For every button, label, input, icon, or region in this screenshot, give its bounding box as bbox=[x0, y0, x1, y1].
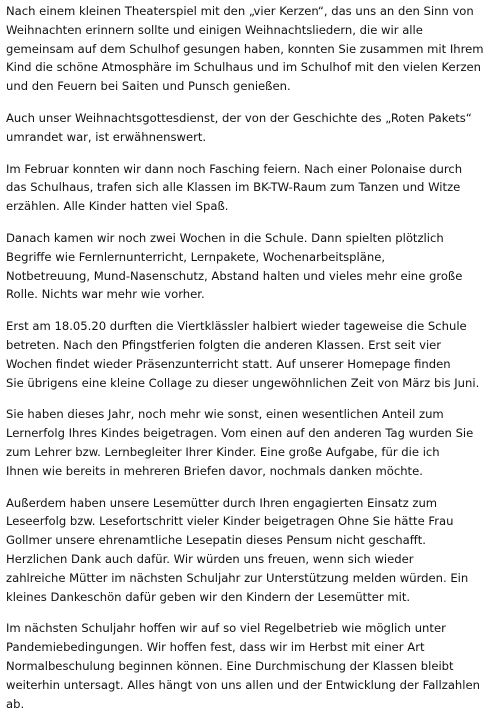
text-line: erzählen. Alle Kinder hatten viel Spaß. bbox=[6, 199, 229, 214]
paragraph-christmas-service bbox=[6, 109, 493, 147]
text-line: Pandemiebedingungen. Wir hoffen fest, dass wir im Herbst mit einer Art bbox=[6, 640, 425, 655]
paragraph-next-school-year bbox=[6, 619, 493, 713]
text-line: ab. bbox=[6, 696, 25, 711]
text-line: gemeinsam auf dem Schulhof gesungen haben, konnten Sie zusammen mit Ihrem bbox=[6, 41, 484, 56]
text-line: das Schulhaus, trafen sich alle Klassen im BK-TW-Raum zum Tanzen und Witze bbox=[6, 180, 461, 195]
text-line: Herzlichen Dank auch dafür. Wir würden uns freuen, wenn sich wieder bbox=[6, 551, 414, 566]
text-line: Im Februar konnten wir dann noch Fasching feiern. Nach einer Polonaise durch bbox=[6, 161, 463, 176]
text-line: Weihnachten erinnern sollte und einigen Weihnachtsliedern, die wir alle bbox=[6, 22, 423, 37]
text-line: Begriffe wie Fernlernunterricht, Lernpakete, Wochenarbeitspläne, bbox=[6, 249, 386, 264]
text-line: zahlreiche Mütter im nächsten Schuljahr zur Unterstützung melden würden. Ein bbox=[6, 570, 469, 585]
text-line: Im nächsten Schuljahr hoffen wir auf so viel Regelbetrieb wie möglich unter bbox=[6, 621, 446, 636]
text-line: weiterhin untersagt. Alles hängt von uns allen und der Entwicklung der Fallzahlen bbox=[6, 677, 480, 692]
text-line: Ihnen wie bereits in mehreren Briefen davor, nochmals danken möchte. bbox=[6, 463, 423, 478]
paragraph-parents-thanks bbox=[6, 405, 493, 480]
text-line: Rolle. Nichts war mehr wie vorher. bbox=[6, 287, 205, 302]
text-line: Wochen findet wieder Präsenzunterricht statt. Auf unserer Homepage finden bbox=[6, 356, 451, 371]
text-line: Danach kamen wir noch zwei Wochen in die Schule. Dann spielten plötzlich bbox=[6, 230, 444, 245]
text-line: Lernerfolg Ihres Kindes beigetragen. Vom einen auf den anderen Tag wurden Sie bbox=[6, 426, 474, 441]
text-line: Sie übrigens eine kleine Collage zu dieser ungewöhnlichen Zeit von März bis Juni. bbox=[6, 375, 480, 390]
text-line: Erst am 18.05.20 durften die Viertklässler halbiert wieder tageweise die Schule bbox=[6, 319, 467, 334]
paragraph-christmas-theater bbox=[6, 2, 493, 96]
paragraph-remote-learning bbox=[6, 229, 493, 304]
text-line: kleines Dankeschön dafür geben wir den Kindern der Lesemütter mit. bbox=[6, 589, 411, 604]
text-line: Notbetreuung, Mund-Nasenschutz, Abstand halten und vieles mehr eine große bbox=[6, 268, 463, 283]
text-line: zum Lehrer bzw. Lernbegleiter Ihrer Kinder. Eine große Aufgabe, für die ich bbox=[6, 444, 440, 459]
text-line: Kind die schöne Atmosphäre im Schulhaus und im Schulhof mit den vielen Kerzen bbox=[6, 60, 482, 75]
text-line: Auch unser Weihnachtsgottesdienst, der von der Geschichte des „Roten Pakets“ bbox=[6, 110, 472, 125]
text-line: und den Feuern bei Saiten und Punsch genießen. bbox=[6, 79, 291, 94]
text-line: Nach einem kleinen Theaterspiel mit den „vier Kerzen“, das uns an den Sinn von bbox=[6, 4, 474, 18]
paragraph-reading-mothers bbox=[6, 494, 493, 607]
text-line: Normalbeschulung beginnen können. Eine Durchmischung der Klassen bleibt bbox=[6, 658, 454, 673]
text-line: betreten. Nach den Pfingstferien folgten die anderen Klassen. Erst seit vier bbox=[6, 337, 442, 352]
document-body bbox=[6, 2, 493, 726]
paragraph-carnival bbox=[6, 160, 493, 216]
text-line: Gollmer unsere ehrenamtliche Lesepatin dieses Pensum nicht geschafft. bbox=[6, 533, 426, 548]
text-line: Außerdem haben unsere Lesemütter durch Ihren engagierten Einsatz zum bbox=[6, 495, 438, 510]
text-line: Sie haben dieses Jahr, noch mehr wie sonst, einen wesentlichen Anteil zum bbox=[6, 407, 444, 422]
text-line: Leseerfolg bzw. Lesefortschritt vieler Kinder beigetragen Ohne Sie hätte Frau bbox=[6, 514, 454, 529]
text-line: umrandet war, ist erwähnenswert. bbox=[6, 129, 207, 144]
paragraph-school-reopening bbox=[6, 317, 493, 392]
